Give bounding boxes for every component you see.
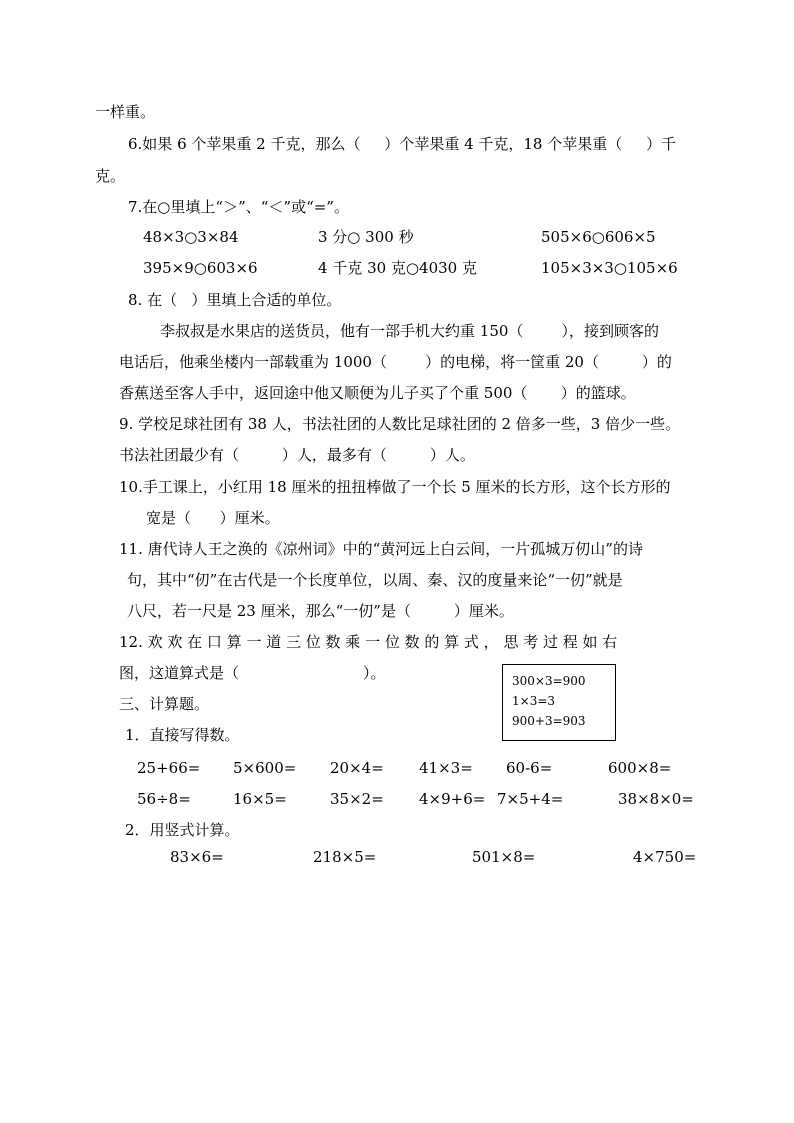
calc-item: 600×8= <box>608 759 672 777</box>
compare-item: 395×9○603×6 <box>143 259 258 277</box>
calc-item: 25+66= <box>137 759 201 777</box>
vertical-calc-item: 4×750= <box>633 848 697 866</box>
text-line: 香蕉送至客人手中，返回途中他又顺便为儿子买了个重 500（ ）的篮球。 <box>119 384 636 402</box>
text-line: 宽是（ ）厘米。 <box>146 509 280 527</box>
text-line: 李叔叔是水果店的送货员，他有一部手机大约重 150（ ），接到顾客的 <box>160 322 660 340</box>
box-line: 900+3=903 <box>512 714 586 728</box>
text-line: 克。 <box>95 167 126 185</box>
question-9: 9. 学校足球社团有 38 人，书法社团的人数比足球社团的 2 倍多一些，3 倍少一些。 <box>119 415 681 433</box>
text-line: 句，其中“仞”在古代是一个长度单位，以周、秦、汉的度量来论“一仞”就是 <box>127 571 623 589</box>
sub-heading: 1．直接写得数。 <box>125 726 240 744</box>
question-12: 12. 欢 欢 在 口 算 一 道 三 位 数 乘 一 位 数 的 算 式 ， 思 考 过 程 如 右 <box>119 633 618 651</box>
calc-item: 16×5= <box>233 790 287 808</box>
calc-item: 20×4= <box>330 759 384 777</box>
compare-item: 505×6○606×5 <box>541 228 656 246</box>
sub-heading: 2．用竖式计算。 <box>125 821 240 839</box>
text-line: 一样重。 <box>95 103 156 121</box>
question-11: 11. 唐代诗人王之涣的《凉州词》中的“黄河远上白云间，一片孤城万仞山”的诗 <box>119 540 643 558</box>
box-line: 300×3=900 <box>512 674 586 688</box>
text-line: 八尺，若一尺是 23 厘米，那么“一仞”是（ ）厘米。 <box>127 602 514 620</box>
compare-item: 3 分○ 300 秒 <box>318 228 414 246</box>
calc-item: 7×5+4= <box>497 790 564 808</box>
calc-item: 5×600= <box>233 759 297 777</box>
compare-item: 105×3×3○105×6 <box>541 259 678 277</box>
calc-item: 4×9+6= <box>419 790 486 808</box>
text-line: 图，这道算式是（ ）。 <box>119 664 386 682</box>
vertical-calc-item: 83×6= <box>170 848 224 866</box>
calc-item: 60-6= <box>506 759 553 777</box>
thinking-process-box <box>502 664 616 741</box>
text-line: 书法社团最少有（ ）人，最多有（ ）人。 <box>119 446 475 464</box>
compare-item: 4 千克 30 克○4030 克 <box>318 259 477 277</box>
calc-item: 38×8×0= <box>618 790 694 808</box>
vertical-calc-item: 218×5= <box>313 848 377 866</box>
compare-item: 48×3○3×84 <box>143 228 239 246</box>
calc-item: 56÷8= <box>137 790 191 808</box>
question-10: 10.手工课上，小红用 18 厘米的扭扭棒做了一个长 5 厘米的长方形，这个长方形的 <box>119 478 671 496</box>
box-line: 1×3=3 <box>512 694 556 708</box>
vertical-calc-item: 501×8= <box>472 848 536 866</box>
question-6: 6.如果 6 个苹果重 2 千克，那么（ ）个苹果重 4 千克，18 个苹果重（ ）千 <box>128 135 677 153</box>
question-7: 7.在○里填上“＞”、“＜”或“=”。 <box>128 198 349 216</box>
calc-item: 35×2= <box>330 790 384 808</box>
question-8: 8. 在（ ）里填上合适的单位。 <box>128 291 342 309</box>
section-heading: 三、计算题。 <box>119 695 210 713</box>
calc-item: 41×3= <box>419 759 473 777</box>
text-line: 电话后，他乘坐楼内一部载重为 1000（ ）的电梯，将一筐重 20（ ）的 <box>119 353 672 371</box>
